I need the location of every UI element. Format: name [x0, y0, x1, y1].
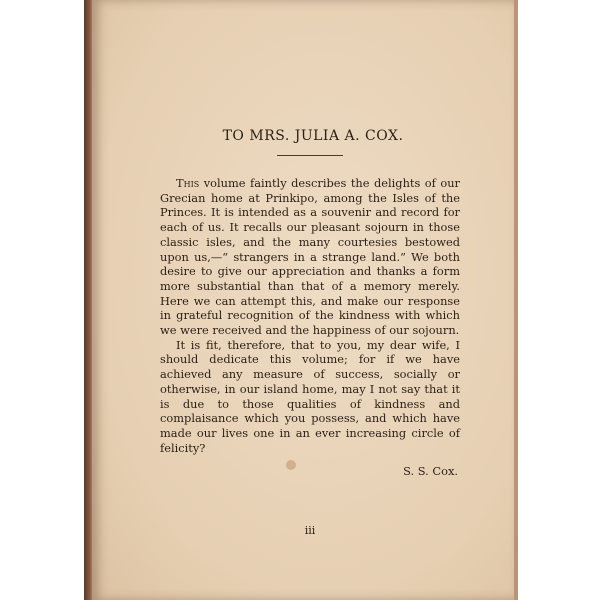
- paragraph-2-body: It is fit, therefore, that to you, my dear wife, I should dedicate this volume; for if we have achieved any measure of success, socially or otherwise, in our island home, may I not say that it is due to those qualities of kindness and complaisance which you possess, and which have made our lives one in an ever increasing circle of felicity?: [160, 337, 460, 455]
- dedication-block: [160, 128, 460, 537]
- paragraph-1: [160, 176, 460, 338]
- paragraph-1-body: volume faintly describes the delights of our Grecian home at Prinkipo, among the Isles of the Princes. It is intended as a souvenir and record for each of us. It recalls our pleasant sojourn in those classic isles, and the many courtesies bestowed upon us,—“ strangers in a strange land.” We both desire to give our appreciation and thanks a form more substantial than that of a memory merely. Here we can attempt this, and make our response in grateful recognition of the kindness with which we were received and the happiness of our sojourn.: [160, 176, 460, 338]
- dedication-heading: TO MRS. JULIA A. COX.: [222, 128, 404, 144]
- page-edge: [514, 0, 518, 600]
- heading-rule: [277, 155, 343, 156]
- paragraph-2: [160, 338, 460, 456]
- paragraph-1-lead: This: [176, 176, 200, 190]
- page-number: iii: [304, 524, 316, 537]
- signature: S. S. Cox.: [403, 464, 458, 479]
- dedication-text: [160, 176, 460, 455]
